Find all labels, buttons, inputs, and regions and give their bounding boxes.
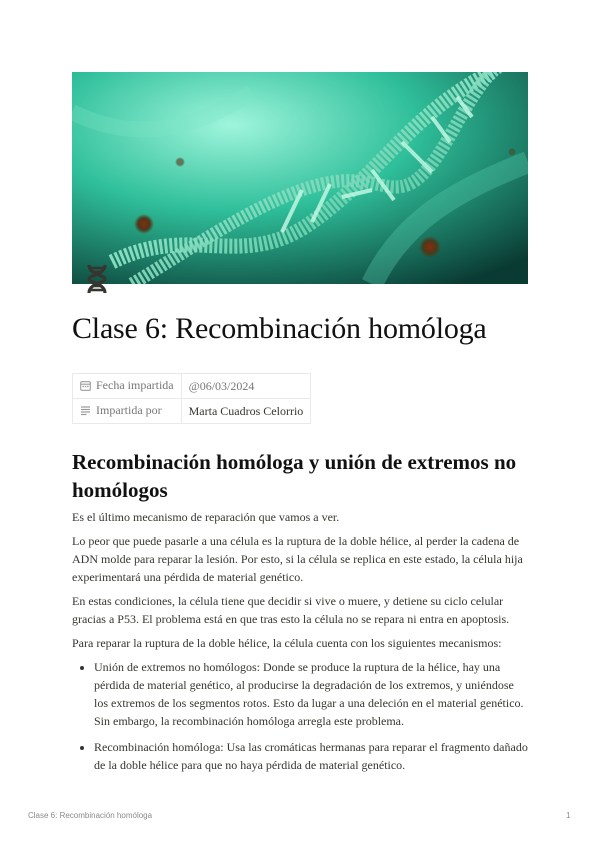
properties-table [72,373,311,424]
property-row-teacher [73,399,311,424]
footer-page-number: 1 [566,811,571,820]
section-body [72,508,530,782]
property-label: Impartida por [96,402,162,417]
property-key-date [73,374,182,399]
list-item: • Recombinación homóloga: Usa las cromáticas hermanas para reparar el fragmento dañado de la doble hélice para que no haya pérdida de material genético. [94,738,530,774]
text-lines-icon [80,405,91,420]
list-item: • Unión de extremos no homólogos: Donde se produce la ruptura de la hélice, hay una pérdida de material genético, al producirse la degradación de los extremos, y uniéndose los extremos de los segmentos rotos. Esto da lugar a una deleción en el material genético. Sin embargo, la recombinación homóloga arregla este problema. [94,658,530,730]
bullet-list [72,658,530,774]
page-title: Clase 6: Recombinación homóloga [72,312,487,345]
dna-helix-illustration [72,72,528,284]
paragraph: En estas condiciones, la célula tiene que decidir si vive o muere, y detiene su ciclo celular gracias a P53. El problema está en que tras esto la célula no se repara ni entra en apoptosis. [72,594,510,626]
property-value-date[interactable]: @06/03/2024 [181,374,311,399]
property-key-teacher [73,399,182,424]
paragraph: Para reparar la ruptura de la doble hélice, la célula cuenta con los siguientes mecanismos: [72,636,502,650]
paragraph: Lo peor que puede pasarle a una célula es la ruptura de la doble hélice, al perder la cadena de ADN molde para reparar la lesión. Por esto, si la célula se replica en este estado, la célula hija experimentará una pérdida de material genético. [72,534,523,584]
property-label: Fecha impartida [96,377,174,392]
property-value-teacher[interactable]: Marta Cuadros Celorrio [181,399,311,424]
footer-title: Clase 6: Recombinación homóloga [28,811,153,820]
cover-image [72,72,528,284]
paragraph: Es el último mecanismo de reparación que vamos a ver. [72,510,340,524]
calendar-icon [80,380,91,395]
property-row-date [73,374,311,399]
dna-icon [80,262,114,296]
section-heading: Recombinación homóloga y unión de extremos no homólogos [72,450,517,502]
